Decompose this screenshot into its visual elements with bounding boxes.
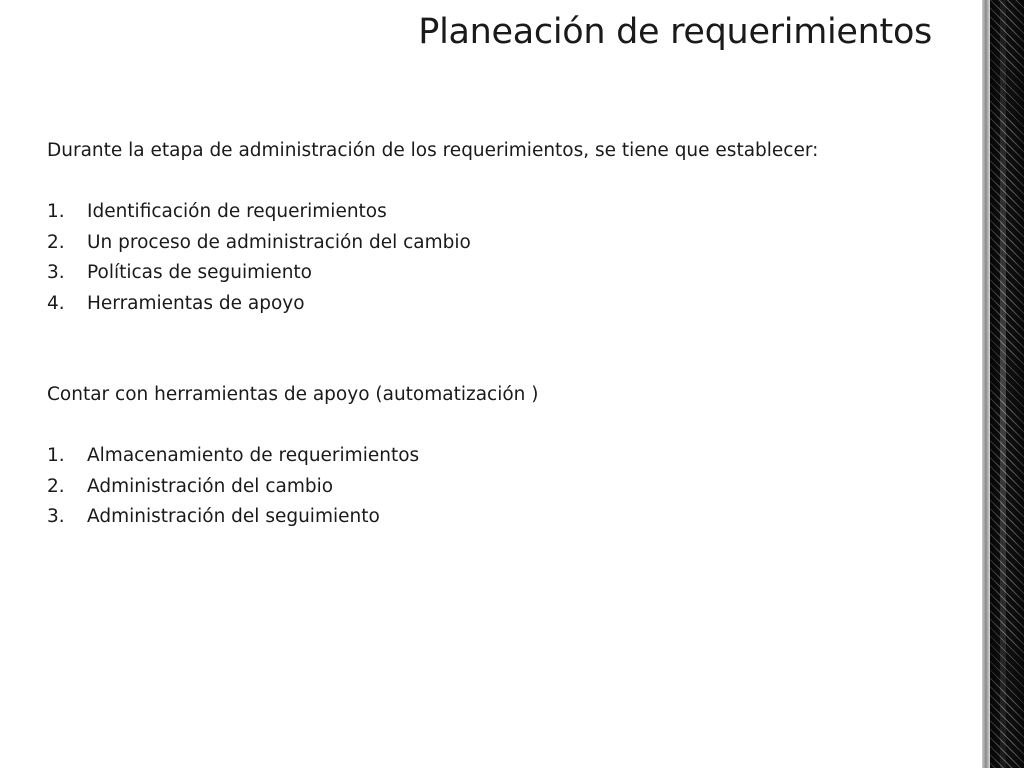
section2-list [47,441,967,533]
slide-body [47,136,967,533]
list-item [47,228,967,259]
slide-divider [982,0,990,768]
list-item [47,289,967,320]
section1-intro: Durante la etapa de administración de los requerimientos, se tiene que establecer: [47,140,819,161]
list-item [47,197,967,228]
side-panel-highlight [1000,0,1006,768]
list-item-text: Políticas de seguimiento [87,262,312,283]
list-item-text: Administración del seguimiento [87,506,380,527]
list-item-text: Herramientas de apoyo [87,292,305,314]
decorative-side-panel [990,0,1024,768]
list-item-text: Un proceso de administración del cambio [87,231,471,253]
list-item-number: 1. [47,201,65,222]
list-item [47,502,967,533]
list-item-number: 2. [47,231,65,253]
list-item [47,472,967,503]
section2-intro: Contar con herramientas de apoyo (automatización ) [47,384,539,405]
slide-title: Planeación de requerimientos [418,12,932,52]
section1-list [47,197,967,319]
spacer [47,319,967,380]
list-item-number: 1. [47,445,65,466]
spacer [47,167,967,198]
list-item-text: Identificación de requerimientos [87,201,387,222]
spacer [47,411,967,442]
list-item-text: Almacenamiento de requerimientos [87,445,420,466]
list-item-text: Administración del cambio [87,475,334,497]
list-item [47,441,967,472]
list-item-number: 3. [47,506,65,527]
list-item [47,258,967,289]
list-item-number: 4. [47,292,65,314]
list-item-number: 3. [47,262,65,283]
list-item-number: 2. [47,475,65,497]
